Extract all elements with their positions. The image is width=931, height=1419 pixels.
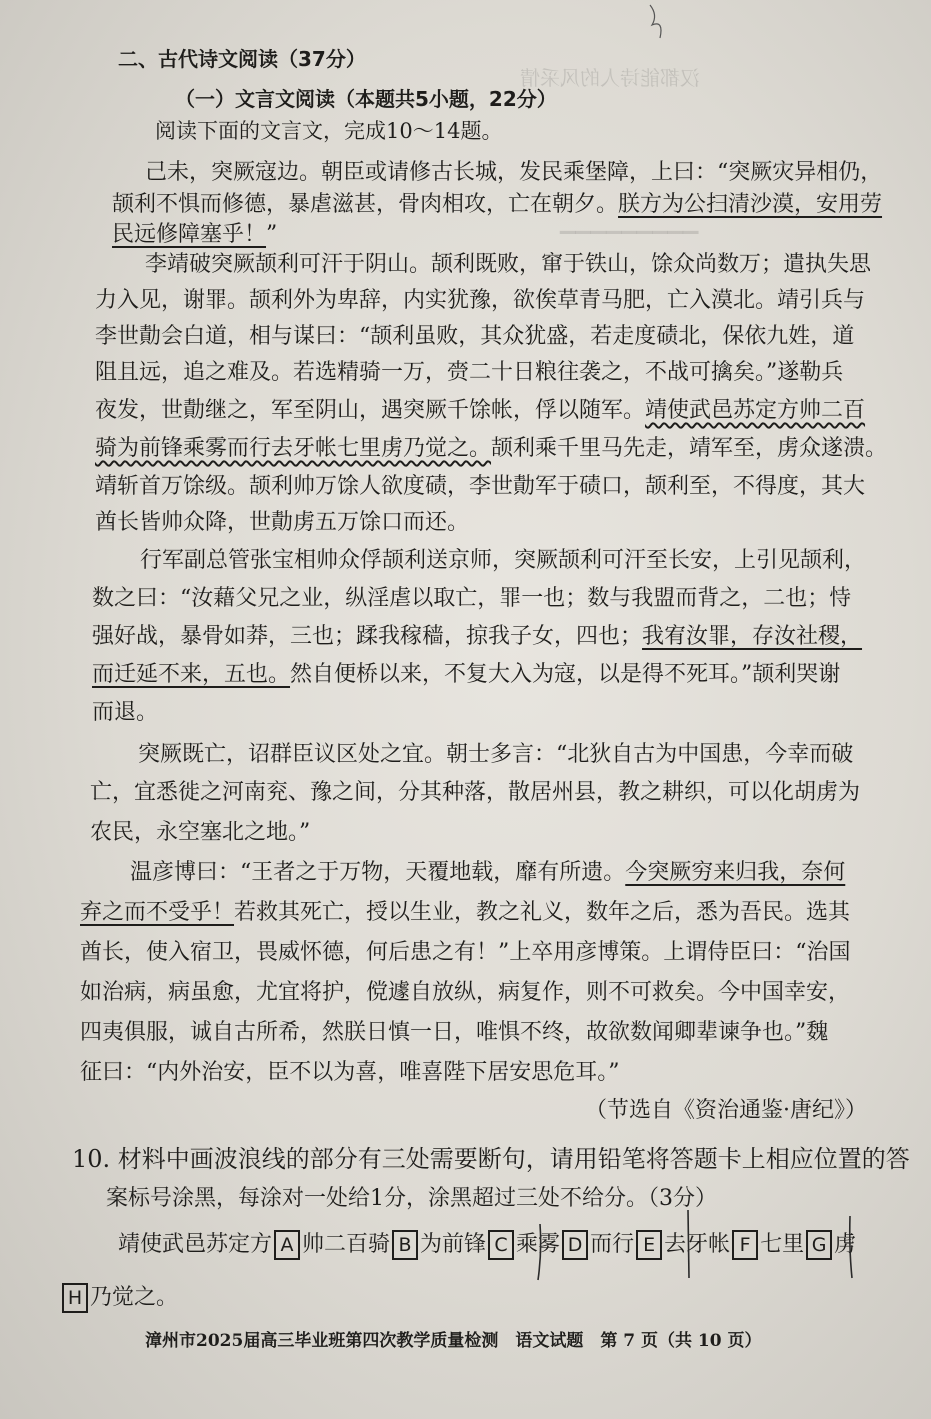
question-10-text: 案标号涂黑，每涂对一处给1分，涂黑超过三处不给分。（3分） (106, 1186, 717, 1211)
source-citation: （节选自《资治通鉴·唐纪》） (585, 1098, 867, 1123)
passage-text: ” (266, 222, 278, 247)
sentence-segment: 靖使武邑苏定方 (118, 1232, 273, 1257)
passage-text: 温彦博曰：“王者之于万物，天覆地载，靡有所遗。 (130, 860, 626, 885)
passage-line: 突厥既亡，诏群臣议区处之宜。朝士多言：“北狄自古为中国患，今幸而破 (138, 742, 854, 767)
underlined-sentence-3: 今突厥穷来归我，奈何 (625, 860, 846, 885)
sentence-segment: 七里 (760, 1232, 805, 1257)
answer-marker-f[interactable]: F (732, 1230, 758, 1260)
passage-line: 行军副总管张宝相帅众俘颉利送京师，突厥颉利可汗至长安，上引见颉利， (140, 548, 867, 573)
bleed-through-text: 汉都能诗人的风采情 (520, 66, 700, 90)
passage-line: 力入见，谢罪。颉利外为卑辞，内实犹豫，欲俟草青马肥，亡入漠北。靖引兵与 (95, 288, 866, 313)
question-10-sentence (118, 1230, 856, 1260)
answer-marker-c[interactable]: C (488, 1230, 514, 1260)
passage-line (112, 190, 882, 220)
passage-line: 如治病，病虽愈，尤宜将护，傥遽自放纵，病复作，则不可救矣。今中国幸安， (80, 980, 851, 1005)
underlined-sentence-1-end: 民远修障塞乎！ (112, 222, 267, 247)
section-heading: 二、古代诗文阅读（37分） (118, 47, 366, 71)
sentence-segment: 虏 (834, 1232, 857, 1257)
question-10-sentence-cont (60, 1283, 178, 1313)
passage-text: 颉利乘千里马先走，靖军至，虏众遂溃。 (491, 436, 888, 461)
passage-line (92, 660, 840, 690)
passage-line: 己未，突厥寇边。朝臣或请修古长城，发民乘堡障，上曰：“突厥灾异相仍， (145, 160, 883, 185)
pencil-mark-2 (678, 1208, 698, 1280)
passage-line: 阻且远，追之难及。若选精骑一万，赍二十日粮往袭之，不战可擒矣。”遂勒兵 (95, 360, 844, 385)
passage-line (95, 434, 887, 464)
passage-line: 酋长皆帅众降，世勣虏五万馀口而还。 (95, 510, 470, 535)
page-footer: 漳州市2025届高三毕业班第四次教学质量检测 语文试题 第 7 页（共 10 页） (145, 1331, 762, 1351)
sentence-segment: 去牙帐 (664, 1232, 731, 1257)
passage-text: 颉利不惧而修德，暴虐滋甚，骨肉相攻，亡在朝夕。 (112, 192, 619, 217)
answer-marker-b[interactable]: B (392, 1230, 418, 1260)
answer-marker-d[interactable]: D (562, 1230, 588, 1260)
pencil-mark-3 (840, 1214, 860, 1280)
underlined-sentence-2: 我宥汝罪，存汝社稷， (642, 624, 863, 649)
sub-heading: （一）文言文阅读（本题共5小题，22分） (175, 87, 557, 111)
passage-line (112, 220, 277, 250)
sentence-segment: 乃觉之。 (90, 1285, 179, 1310)
passage-line: 农民，永空塞北之地。” (90, 820, 311, 845)
passage-text: 夜发，世勣继之，军至阴山，遇突厥千馀帐，俘以随军。 (95, 398, 646, 423)
wavy-underlined-text: 骑为前锋乘雾而行去牙帐七里虏乃觉之。 (95, 436, 492, 461)
underlined-sentence-3-end: 弃之而不受乎！ (80, 900, 235, 925)
passage-line: 靖斩首万馀级。颉利帅万馀人欲度碛，李世勣军于碛口，颉利至，不得度，其大 (95, 474, 866, 499)
passage-line: 酋长，使入宿卫，畏威怀德，何后患之有！”上卒用彦博策。上谓侍臣曰：“治国 (80, 940, 851, 965)
instruction: 阅读下面的文言文，完成10～14题。 (155, 119, 503, 143)
answer-marker-a[interactable]: A (274, 1230, 300, 1260)
pencil-mark-1 (530, 1222, 550, 1282)
passage-text: 强好战，暴骨如莽，三也；蹂我稼穑，掠我子女，四也； (92, 624, 643, 649)
passage-line: 征曰：“内外治安，臣不以为喜，唯喜陛下居安思危耳。” (80, 1060, 620, 1085)
passage-line: 亡，宜悉徙之河南兖、豫之间，分其种落，散居州县，教之耕织，可以化胡虏为 (90, 780, 861, 805)
underlined-sentence-2-end: 而迁延不来，五也。 (92, 662, 291, 687)
question-10-text: 10. 材料中画波浪线的部分有三处需要断句，请用铅笔将答题卡上相应位置的答 (72, 1145, 910, 1173)
passage-line (80, 898, 850, 928)
sentence-segment: 为前锋 (420, 1232, 487, 1257)
passage-text: 若救其死亡，授以生业，教之礼义，数年之后，悉为吾民。选其 (234, 900, 851, 925)
sentence-segment: 而行 (590, 1232, 635, 1257)
passage-line (130, 858, 845, 888)
passage-line: 而退。 (92, 700, 159, 725)
passage-line: 四夷俱服，诚自古所希，然朕日慎一日，唯惧不终，故欲数闻卿辈谏争也。”魏 (80, 1020, 829, 1045)
sentence-segment: 帅二百骑 (302, 1232, 391, 1257)
answer-marker-e[interactable]: E (636, 1230, 662, 1260)
passage-line (92, 622, 862, 652)
passage-text: 然自便桥以来，不复大入为寇，以是得不死耳。”颉利哭谢 (290, 662, 841, 687)
pencil-scribble (640, 0, 680, 45)
answer-marker-h[interactable]: H (62, 1283, 88, 1313)
passage-line: 李世勣会白道，相与谋曰：“颉利虽败，其众犹盛，若走度碛北，保依九姓，道 (95, 324, 855, 349)
passage-line (95, 396, 865, 426)
passage-line: 李靖破突厥颉利可汗于阴山。颉利既败，窜于铁山，馀众尚数万；遣执失思 (145, 252, 872, 277)
answer-marker-g[interactable]: G (806, 1230, 832, 1260)
wavy-underlined-text: 靖使武邑苏定方帅二百 (645, 398, 866, 423)
sentence-segment: 乘雾 (516, 1232, 561, 1257)
underlined-sentence-1: 朕方为公扫清沙漠，安用劳 (618, 192, 883, 217)
bleed-through-text-2: ▁▁▁▁▁▁▁▁▁ (560, 210, 699, 234)
passage-line: 数之曰：“汝藉父兄之业，纵淫虐以取亡，罪一也；数与我盟而背之，二也；恃 (92, 586, 852, 611)
